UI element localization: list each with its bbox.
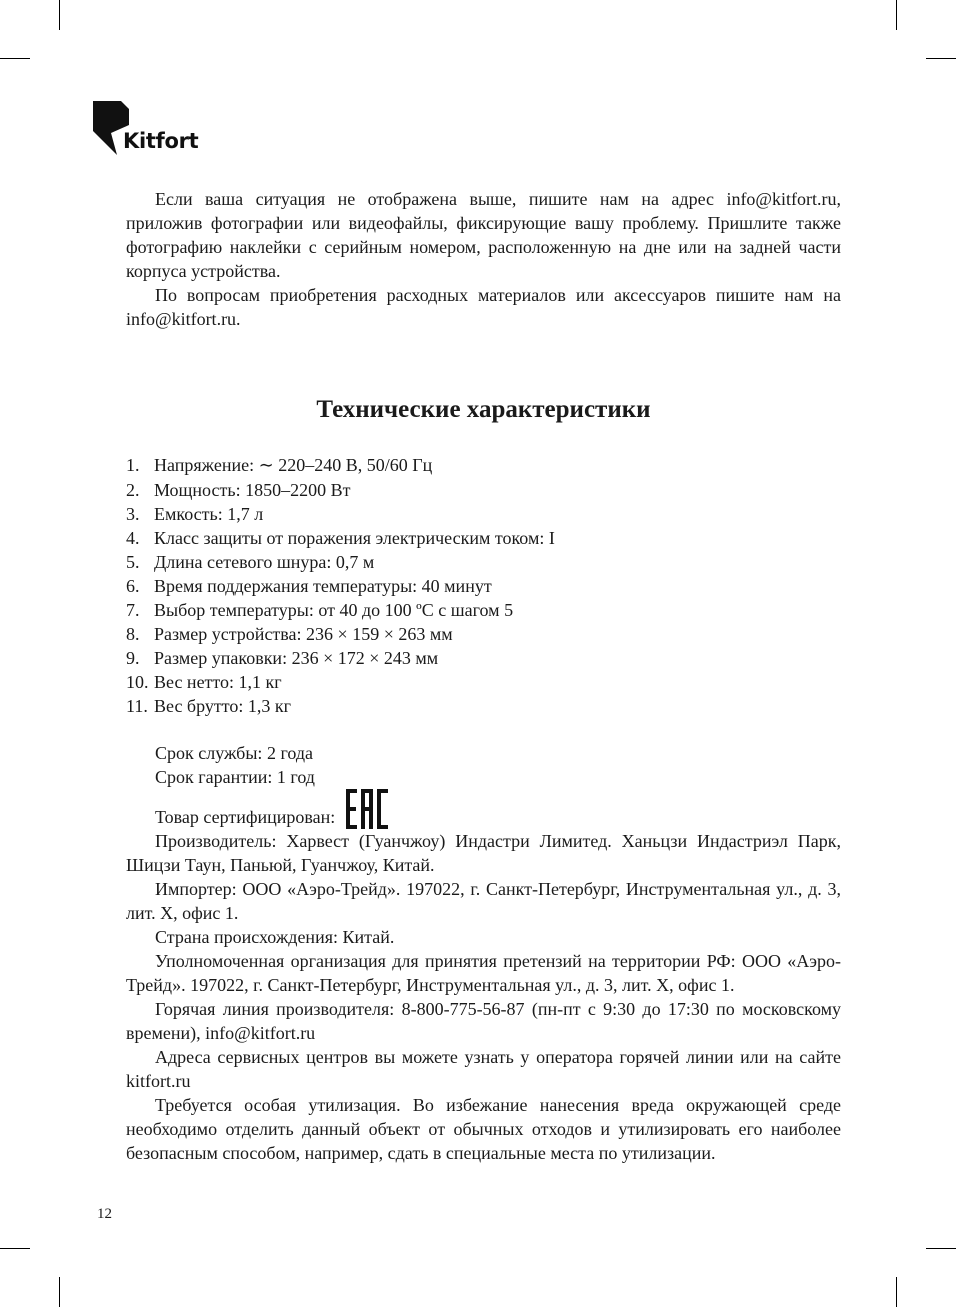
list-item: 10. Вес нетто: 1,1 кг (126, 672, 282, 692)
crop-mark (926, 58, 956, 59)
list-item: 8. Размер устройства: 236 × 159 × 263 мм (126, 624, 453, 644)
crop-mark (896, 0, 897, 30)
list-item: 4. Класс защиты от поражения электрическим током: I (126, 528, 555, 548)
list-item: 2. Мощность: 1850–2200 Вт (126, 480, 351, 500)
warranty-period: Срок гарантии: 1 год (155, 767, 315, 787)
crop-mark (59, 1277, 60, 1307)
list-item: 1. Напряжение: ∼ 220–240 В, 50/60 Гц (126, 455, 433, 476)
crop-mark (0, 1248, 30, 1249)
certification-line: Товар сертифицирован: (126, 789, 841, 829)
list-item: 11. Вес брутто: 1,3 кг (126, 696, 291, 716)
page-number: 12 (97, 1206, 112, 1222)
intro-paragraph: Если ваша ситуация не отображена выше, пишите нам на адрес info@kitfort.ru, приложив фотографии или видеофайлы, фиксирующие вашу проблему. Пришлите также фотографию наклейки с серийным номером, расположенную на дне или на задней части корпуса устройства. (126, 189, 841, 281)
ac-symbol-icon: ∼ (258, 455, 274, 476)
crop-mark (59, 0, 60, 30)
intro-paragraph: По вопросам приобретения расходных материалов или аксессуаров пишите нам на info@kitfort.ru. (126, 285, 841, 329)
crop-mark (0, 58, 30, 59)
service-centers-info: Адреса сервисных центров вы можете узнать у оператора горячей линии или на сайте kitfort.ru (126, 1047, 841, 1091)
country-of-origin: Страна происхождения: Китай. (155, 927, 395, 947)
list-item: 5. Длина сетевого шнура: 0,7 м (126, 552, 375, 572)
disposal-info: Требуется особая утилизация. Во избежание нанесения вреда окружающей среде необходимо отделить данный объект от обычных отходов и утилизировать его наиболее безопасным способом, например, сдать в специальные места по утилизации. (126, 1095, 841, 1163)
list-item: 7. Выбор температуры: от 40 до 100 ºС с шагом 5 (126, 600, 514, 620)
service-life: Срок службы: 2 года (155, 743, 314, 763)
authorized-organization: Уполномоченная организация для принятия претензий на территории РФ: ООО «Аэро-Трейд». 197022, г. Санкт-Петербург, Инструментальная ул., д. 3, лит. Х, офис 1. (126, 951, 841, 995)
intro-section (126, 187, 841, 331)
list-item: 6. Время поддержания температуры: 40 минут (126, 576, 492, 596)
hotline-info: Горячая линия производителя: 8-800-775-56-87 (пн-пт с 9:30 до 17:30 по московскому времени), info@kitfort.ru (126, 999, 841, 1043)
brand-name: Kitfort (123, 129, 199, 153)
kitfort-logo (93, 101, 203, 161)
specs-list (126, 453, 555, 718)
importer-info: Импортер: ООО «Аэро-Трейд». 197022, г. Санкт-Петербург, Инструментальная ул., д. 3, лит. Х, офис 1. (126, 879, 841, 923)
eac-mark-icon (346, 789, 388, 829)
manufacturer-info: Производитель: Харвест (Гуанчжоу) Индастри Лимитед. Ханьцзи Индастриэл Парк, Шицзи Таун, Паньюй, Гуанчжоу, Китай. (126, 831, 841, 875)
crop-mark (896, 1277, 897, 1307)
list-item: 3. Емкость: 1,7 л (126, 504, 264, 524)
crop-mark (926, 1248, 956, 1249)
service-info (126, 741, 841, 1165)
section-title: Технические характеристики (316, 396, 651, 423)
list-item: 9. Размер упаковки: 236 × 172 × 243 мм (126, 648, 439, 668)
